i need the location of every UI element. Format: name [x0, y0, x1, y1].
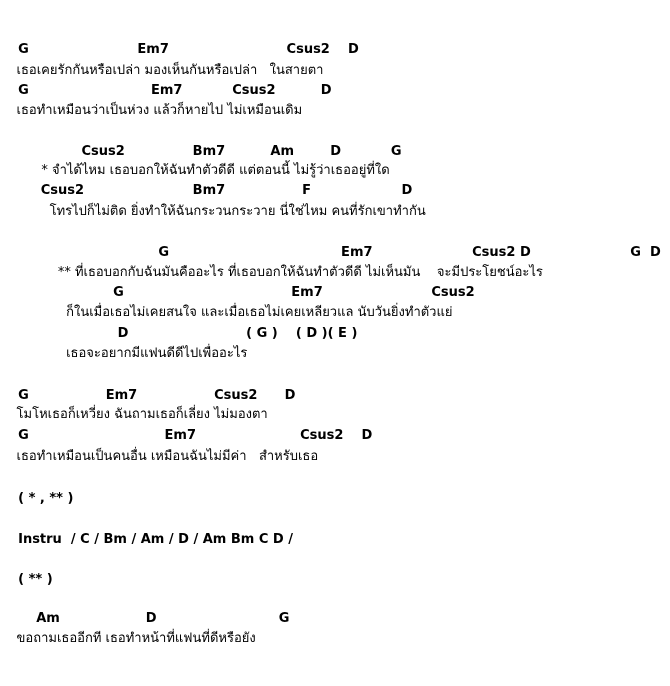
lyric-line: ขอถามเธออีกที เธอทำหน้าที่แฟนที่ดีหรือยัง	[0, 631, 256, 646]
lyric-line: ก็ในเมื่อเธอไม่เคยสนใจ และเมื่อเธอไม่เคยเหลียวแล นับวันยิ่งทำตัวแย่	[0, 305, 453, 320]
section-marker: ( ** )	[0, 572, 53, 587]
chord-line: G Em7 Csus2	[0, 285, 475, 300]
lyric-line: โมโหเธอก็เหวี่ยง ฉันถามเธอก็เลี่ยง ไม่มองตา	[0, 407, 268, 422]
lyric-line: ** ที่เธอบอกกับฉันมันคืออะไร ที่เธอบอกให้ฉันทำตัวดีดี ไม่เห็นมัน จะมีประโยชน์อะไร	[0, 265, 543, 280]
lyric-line: * จำได้ไหม เธอบอกให้ฉันทำตัวดีดี แต่ตอนนี้ ไม่รู้ว่าเธออยู่ที่ใด	[0, 163, 390, 178]
instrumental-line: Instru / C / Bm / Am / D / Am Bm C D /	[0, 532, 293, 547]
chord-line: G Em7 Csus2 D	[0, 388, 296, 403]
chord-line: G Em7 Csus2 D G D	[0, 245, 661, 260]
lyric-line: เธอจะอยากมีแฟนดีดีไปเพื่ออะไร	[0, 346, 248, 361]
lyric-line: เธอเคยรักกันหรือเปล่า มองเห็นกันหรือเปล่า ในสายตา	[0, 63, 324, 78]
chord-line: G Em7 Csus2 D	[0, 42, 359, 57]
chord-line: Csus2 Bm7 F D	[0, 183, 413, 198]
lyric-line: โทรไปก็ไม่ติด ยิ่งทำให้ฉันกระวนกระวาย นี่ใช่ไหม คนที่รักเขาทำกัน	[0, 204, 426, 219]
chord-line: D ( G ) ( D )( E )	[0, 326, 358, 341]
chord-line: Am D G	[0, 611, 290, 626]
chord-line: G Em7 Csus2 D	[0, 83, 332, 98]
section-marker: ( * , ** )	[0, 491, 74, 506]
lyric-line: เธอทำเหมือนว่าเป็นห่วง แล้วก็หายไป ไม่เหมือนเดิม	[0, 103, 303, 118]
chord-line: Csus2 Bm7 Am D G	[0, 144, 402, 159]
chord-line: G Em7 Csus2 D	[0, 428, 373, 443]
lyric-line: เธอทำเหมือนเป็นคนอื่น เหมือนฉันไม่มีค่า สำหรับเธอ	[0, 449, 319, 464]
